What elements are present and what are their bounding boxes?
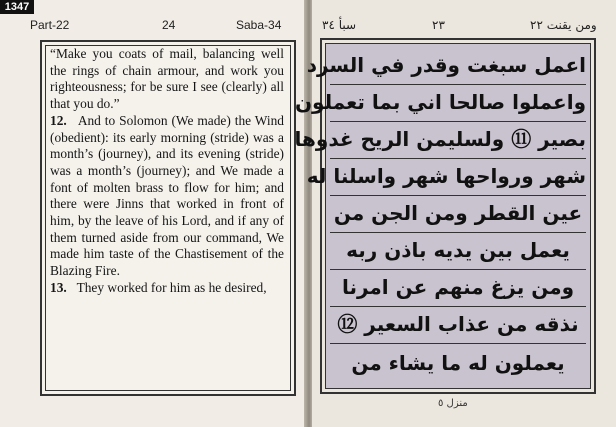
verse-text: And to Solomon (We made) the Wind (obedient): its early morning (stride) was a month’s (journey), and its evening (stride) was a month’s (journey); and We made a font of molten brass to flow for him; and there were Jinns that worked in front of him, by the leave of his Lord, and if any of them turned aside from our command, We made him taste of the Chastisement of the Blazing Fire. bbox=[50, 112, 284, 279]
left-page-number: 24 bbox=[162, 18, 176, 32]
right-surah-label: سبأ ٣٤ bbox=[322, 18, 357, 32]
arabic-line: يعملون له ما يشاء من bbox=[351, 351, 565, 375]
line-separator bbox=[330, 343, 586, 344]
manzil-footer: منزل ٥ bbox=[438, 398, 468, 409]
left-surah-label: Saba-34 bbox=[236, 18, 282, 32]
arabic-line: ومن يزغ منهم عن امرنا bbox=[341, 275, 575, 299]
left-part-label: Part-22 bbox=[30, 18, 70, 32]
arabic-line: عين القطر ومن الجن من bbox=[333, 201, 583, 225]
page-badge: 1347 bbox=[0, 0, 34, 14]
line-separator bbox=[330, 269, 586, 270]
verse-number: 13. bbox=[50, 279, 67, 295]
line-separator bbox=[330, 306, 586, 307]
right-part-label: ومن يقنت ٢٢ bbox=[530, 18, 597, 32]
line-separator bbox=[330, 232, 586, 233]
line-separator bbox=[330, 121, 586, 122]
translation-paragraph: “Make you coats of mail, balancing well the rings of chain armour, and work you righteousness; for be sure I see (clearly) all that you do.” bbox=[50, 46, 284, 112]
arabic-line: يعمل بين يديه باذن ربه bbox=[346, 238, 570, 262]
translation-paragraph bbox=[50, 113, 284, 280]
verse-number: 12. bbox=[50, 112, 67, 128]
arabic-line: واعملوا صالحا اني بما تعملون bbox=[294, 90, 586, 114]
line-separator bbox=[330, 84, 586, 85]
arabic-line: اعمل سبغت وقدر في السرد bbox=[306, 53, 586, 77]
arabic-line: نذقه من عذاب السعير ⑫ bbox=[337, 312, 579, 336]
arabic-line: شهر ورواحها شهر واسلنا له bbox=[306, 164, 586, 188]
verse-text: They worked for him as he desired, bbox=[76, 279, 267, 295]
right-page-number: ٢٣ bbox=[432, 18, 445, 32]
translation-text bbox=[50, 46, 284, 297]
line-separator bbox=[330, 195, 586, 196]
line-separator bbox=[330, 158, 586, 159]
arabic-line: بصير ⑪ ولسليمن الريح غدوها bbox=[294, 127, 586, 151]
translation-paragraph bbox=[50, 280, 284, 297]
